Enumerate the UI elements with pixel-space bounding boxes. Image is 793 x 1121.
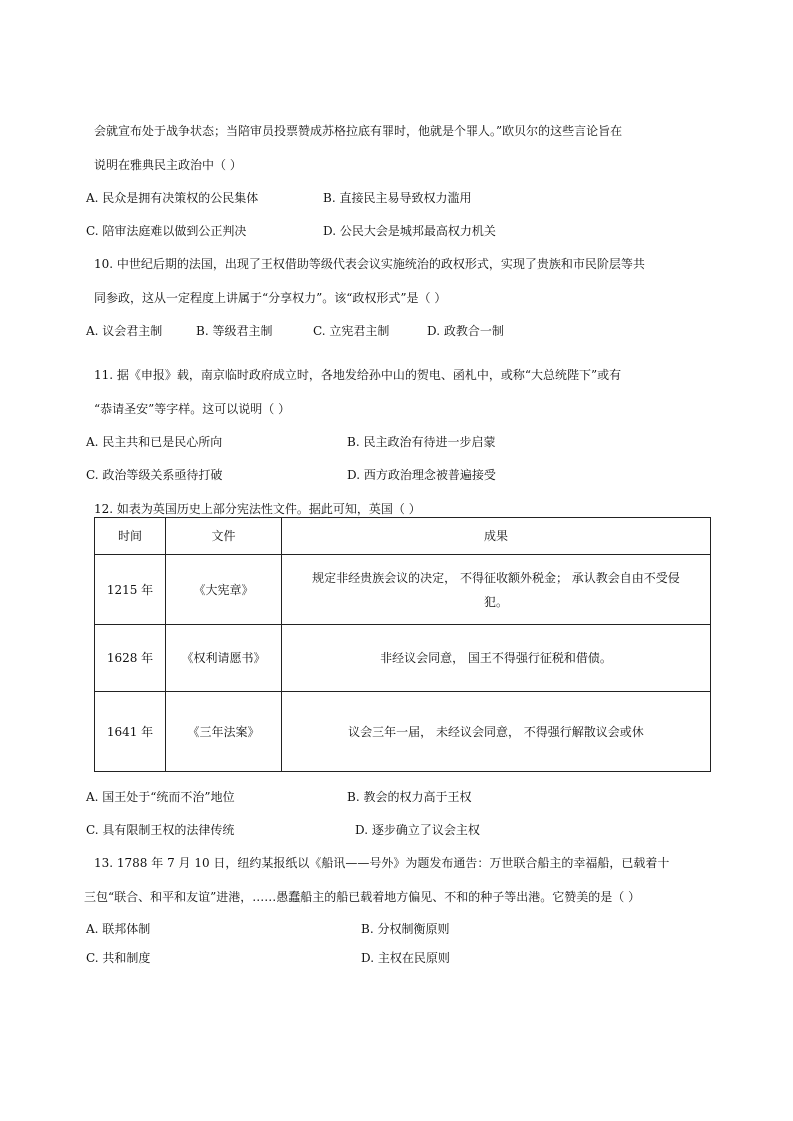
- table-row: [95, 692, 711, 772]
- result-line: 非经议会同意， 国王不得强行征税和借债。: [380, 651, 612, 665]
- cell-document: 《三年法案》: [166, 692, 282, 772]
- q13-stem-line2: 三包“联合、和平和友谊”进港，……愚蠢船主的船已载着地方偏见、不和的种子等出港。它赞美的是（ ）: [84, 890, 641, 904]
- q11-option-a: A. 民主共和已是民心所向: [86, 435, 223, 449]
- q9-option-b: B. 直接民主易导致权力滥用: [323, 191, 472, 205]
- q13-option-b: B. 分权制衡原则: [361, 922, 450, 936]
- header-time: 时间: [95, 518, 166, 555]
- cell-result: [282, 555, 711, 625]
- q12-option-c: C. 具有限制王权的法律传统: [86, 823, 235, 837]
- q9-option-a: A. 民众是拥有决策权的公民集体: [86, 191, 259, 205]
- result-line: 议会三年一届， 未经议会同意， 不得强行解散议会或休: [348, 724, 644, 739]
- q9-option-d: D. 公民大会是城邦最高权力机关: [323, 224, 496, 238]
- cell-time: 1628 年: [95, 625, 166, 692]
- q10-stem-line2: 同参政，这从一定程度上讲属于“分享权力”。该“政权形式”是（ ）: [94, 291, 447, 305]
- q11-stem-line1: 11. 据《申报》载，南京临时政府成立时，各地发给孙中山的贺电、函札中，或称“大总统陛下”或有: [94, 368, 622, 382]
- q11-option-d: D. 西方政治理念被普遍接受: [347, 468, 496, 482]
- q12-option-b: B. 教会的权力高于王权: [347, 790, 472, 804]
- cell-time: 1215 年: [95, 555, 166, 625]
- q13-option-c: C. 共和制度: [86, 951, 151, 965]
- result-line: 规定非经贵族会议的决定， 不得征收额外税金； 承认教会自由不受侵: [312, 570, 680, 585]
- q9-option-c: C. 陪审法庭难以做到公正判决: [86, 224, 247, 238]
- q11-option-c: C. 政治等级关系亟待打破: [86, 468, 223, 482]
- q13-option-a: A. 联邦体制: [86, 922, 151, 936]
- q12-option-a: A. 国王处于“统而不治”地位: [86, 790, 235, 804]
- q13-option-d: D. 主权在民原则: [361, 951, 450, 965]
- result-line: 犯。: [483, 594, 508, 609]
- q10-option-c: C. 立宪君主制: [313, 324, 390, 338]
- cell-document: 《权利请愿书》: [166, 625, 282, 692]
- cell-result: [282, 625, 711, 692]
- q12-stem: 12. 如表为英国历史上部分宪法性文件。据此可知，英国（ ）: [94, 502, 421, 516]
- table-row: [95, 625, 711, 692]
- q11-stem-line2: “恭请圣安”等字样。这可以说明（ ）: [94, 402, 291, 416]
- constitutional-documents-table: [94, 517, 711, 772]
- header-document: 文件: [166, 518, 282, 555]
- q10-stem-line1: 10. 中世纪后期的法国，出现了王权借助等级代表会议实施统治的政权形式，实现了贵族和市民阶层等共: [94, 257, 645, 271]
- cell-time: 1641 年: [95, 692, 166, 772]
- q9-stem-line2: 说明在雅典民主政治中（ ）: [94, 158, 242, 172]
- table-header-row: [95, 518, 711, 555]
- header-result: 成果: [282, 518, 711, 555]
- q10-option-a: A. 议会君主制: [86, 324, 163, 338]
- cell-result: [282, 692, 711, 772]
- cell-document: 《大宪章》: [166, 555, 282, 625]
- table-row: [95, 555, 711, 625]
- q10-option-d: D. 政教合一制: [427, 324, 504, 338]
- q10-option-b: B. 等级君主制: [196, 324, 273, 338]
- q11-option-b: B. 民主政治有待进一步启蒙: [347, 435, 496, 449]
- q12-option-d: D. 逐步确立了议会主权: [355, 823, 480, 837]
- q9-stem-line1: 会就宣布处于战争状态；当陪审员投票赞成苏格拉底有罪时，他就是个罪人。”欧贝尔的这些言论旨在: [94, 124, 623, 138]
- q13-stem-line1: 13. 1788 年 7 月 10 日，纽约某报纸以《船讯——号外》为题发布通告：万世联合船主的幸福船，已载着十: [94, 856, 670, 870]
